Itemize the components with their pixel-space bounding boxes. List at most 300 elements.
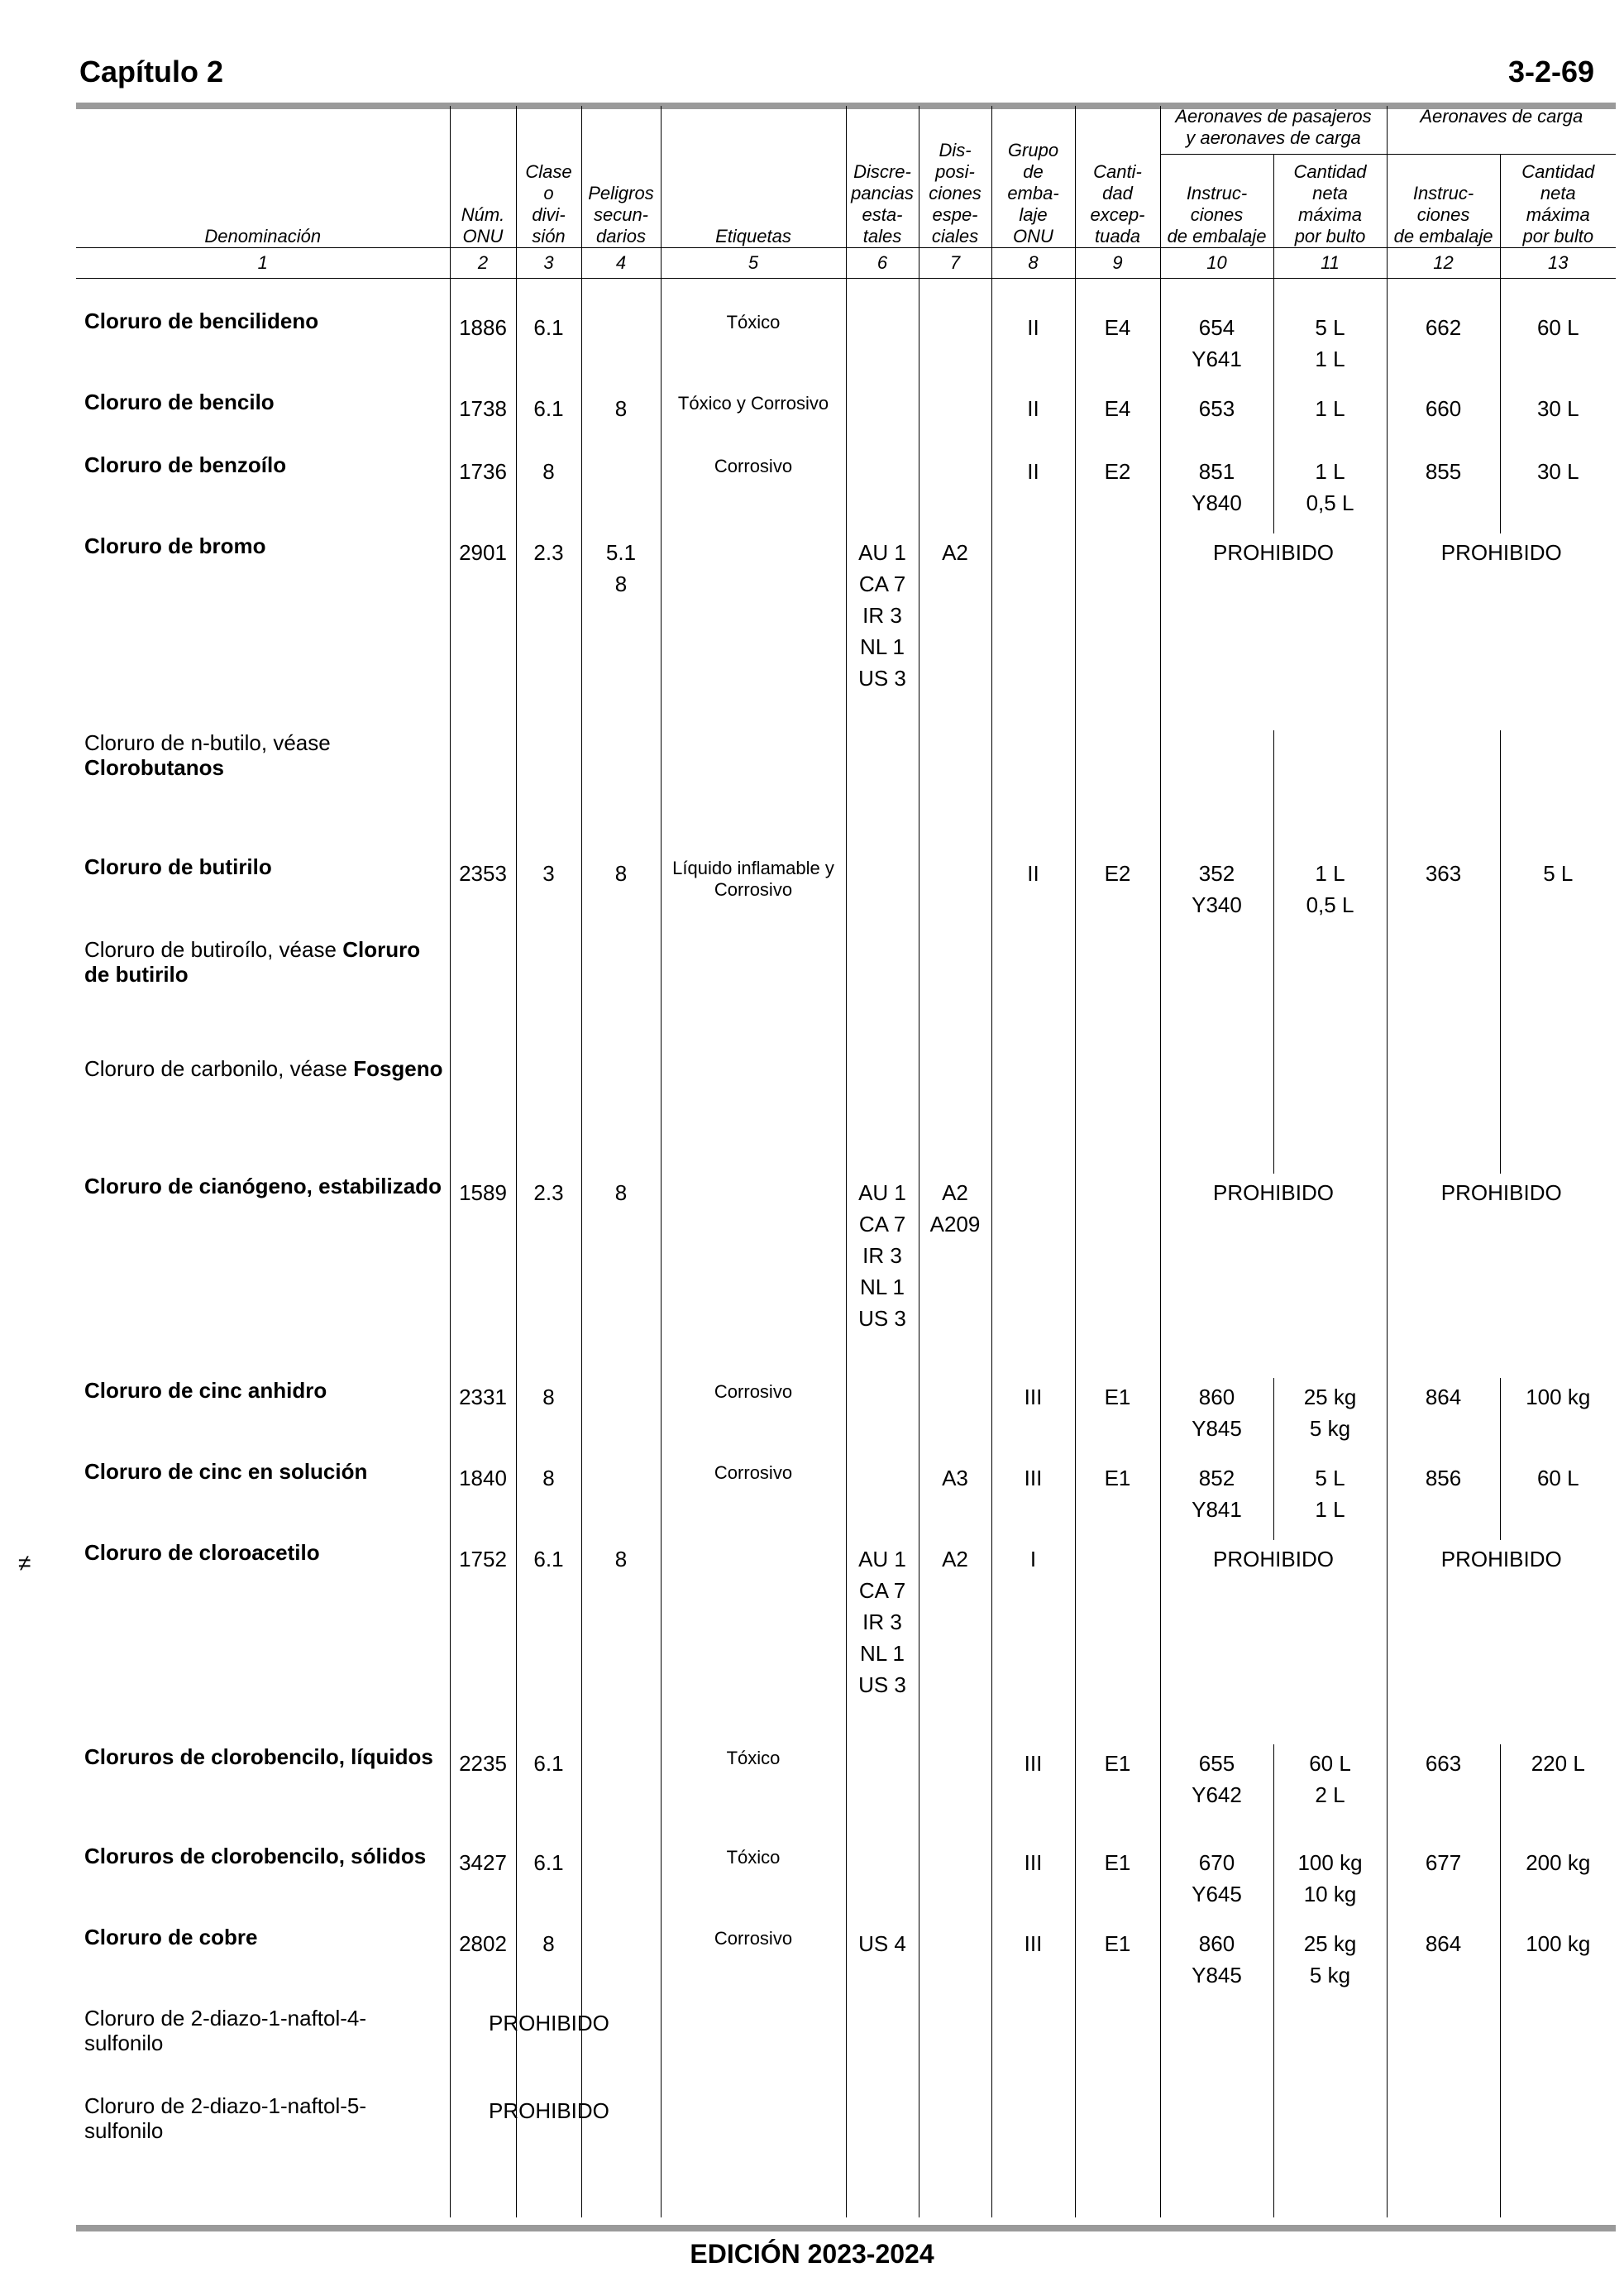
onu-cell: 2235 <box>450 1744 516 1844</box>
excepted-qty-cell: E1 <box>1075 1925 1160 2006</box>
col-discrepancias: Discre- pancias esta- tales <box>846 106 919 248</box>
col-number: 2 <box>450 248 516 279</box>
cargo-instructions-cell <box>1387 390 1500 452</box>
cargo-qty-cell <box>1500 1459 1616 1540</box>
cell-line: 200 kg <box>1526 1849 1591 1875</box>
excepted-qty-cell <box>1075 533 1160 730</box>
cell-line: 100 kg <box>1526 1930 1591 1956</box>
cell-line: Y845 <box>1192 1962 1242 1987</box>
labels-cell <box>661 1744 846 1844</box>
filler-cell <box>846 2184 919 2217</box>
clase-cell: 2.3 <box>516 1174 581 1378</box>
pax-instructions-cell <box>1160 1844 1273 1925</box>
denomination-cell <box>76 1540 450 1744</box>
table-row <box>76 1459 1616 1540</box>
excepted-qty-cell: E2 <box>1075 452 1160 533</box>
labels-cell <box>661 937 846 1056</box>
pax-prohibited-cell <box>1160 1540 1387 1744</box>
cargo-instructions-cell <box>1387 1378 1500 1459</box>
labels-cell <box>661 730 846 854</box>
special-provisions-cell <box>919 1056 991 1174</box>
labels-cell <box>661 533 846 730</box>
pax-instructions-cell <box>1160 937 1273 1056</box>
labels-cell <box>661 1925 846 2006</box>
filler-cell <box>450 2184 516 2217</box>
cargo-qty-cell <box>1500 730 1616 854</box>
secondary-cell <box>581 1378 661 1459</box>
cell-line: 5 L <box>1315 1465 1345 1490</box>
denomination-name: Cloruros de clorobencilo, líquidos <box>84 1744 433 1769</box>
pax-instructions-cell <box>1160 2006 1273 2093</box>
secondary-cell <box>581 452 661 533</box>
excepted-qty-cell <box>1075 1174 1160 1378</box>
packing-group-cell: II <box>991 390 1075 452</box>
cell-line: 8 <box>614 571 628 596</box>
special-provisions-cell <box>919 937 991 1056</box>
onu-cell: 2802 <box>450 1925 516 2006</box>
table-spacer-row <box>76 279 1616 309</box>
clase-cell: 6.1 <box>516 309 581 390</box>
cell-line: 654 <box>1198 314 1235 340</box>
cell-line: 663 <box>1425 1750 1462 1776</box>
excepted-qty-cell: E1 <box>1075 1459 1160 1540</box>
spacer-cell <box>581 279 661 309</box>
cargo-instructions-cell <box>1387 937 1500 1056</box>
cell-line: 5.1 <box>605 539 637 565</box>
col-peligros: Peligros secun- darios <box>581 106 661 248</box>
table-row <box>76 2006 1616 2093</box>
discrepancies-cell <box>846 390 919 452</box>
group-carga: Aeronaves de carga <box>1387 106 1616 155</box>
cargo-qty-cell <box>1500 2006 1616 2093</box>
denomination-name: Cloruro de cobre <box>84 1924 258 1949</box>
denomination-name: Cloruro de cinc en solución <box>84 1458 368 1484</box>
pax-qty-cell <box>1273 937 1387 1056</box>
special-provisions-cell <box>919 452 991 533</box>
col-instrucciones-1: Instruc- ciones de embalaje <box>1160 155 1273 248</box>
cell-line: 10 kg <box>1303 1881 1357 1906</box>
cell-line: 1 L <box>1315 860 1345 886</box>
cell-line: CA 7 <box>858 571 906 596</box>
packing-group-cell <box>991 2093 1075 2184</box>
denomination-cell <box>76 1378 450 1459</box>
packing-group-cell <box>991 2006 1075 2093</box>
denomination-name: Cloruro de carbonilo, véase <box>84 1055 347 1081</box>
denomination-name: Cloruros de clorobencilo, sólidos <box>84 1843 427 1868</box>
pax-qty-cell <box>1273 1744 1387 1844</box>
packing-group-cell: II <box>991 452 1075 533</box>
spacer-cell <box>661 279 846 309</box>
cell-line: Y340 <box>1192 892 1242 917</box>
cell-line: IR 3 <box>862 602 902 628</box>
cargo-qty-cell <box>1500 854 1616 937</box>
col-clase: Clase o divi- sión <box>516 106 581 248</box>
label-text: Corrosivo <box>714 1380 793 1402</box>
labels-cell <box>661 2093 846 2184</box>
denomination-name: Cloruro de 2-diazo-1-naftol-4-sulfonilo <box>84 2005 367 2055</box>
cell-line: 662 <box>1425 314 1462 340</box>
cell-line: 670 <box>1198 1849 1235 1875</box>
denomination-cell <box>76 1744 450 1844</box>
cell-line: 655 <box>1198 1750 1235 1776</box>
col-cantidad-neta-1: Cantidad neta máxima por bulto <box>1273 155 1387 248</box>
cell-line: Y845 <box>1192 1415 1242 1441</box>
special-provisions-cell <box>919 730 991 854</box>
packing-group-cell <box>991 937 1075 1056</box>
denomination-cell <box>76 1844 450 1925</box>
cell-line: AU 1 <box>858 539 906 565</box>
label-text: Tóxico <box>726 311 781 332</box>
table-row <box>76 1174 1616 1378</box>
cargo-prohibited-cell <box>1387 1174 1616 1378</box>
table-row <box>76 1056 1616 1174</box>
special-provisions-cell <box>919 1378 991 1459</box>
onu-cell <box>450 2006 609 2093</box>
cell-line: 677 <box>1425 1849 1462 1875</box>
spacer-cell <box>1160 279 1273 309</box>
col-number: 12 <box>1387 248 1500 279</box>
clase-cell <box>516 937 581 1056</box>
cargo-instructions-cell <box>1387 1459 1500 1540</box>
cell-line: NL 1 <box>860 634 905 659</box>
cell-line: 25 kg <box>1303 1384 1357 1409</box>
labels-cell <box>661 452 846 533</box>
filler-cell <box>516 2184 581 2217</box>
excepted-qty-cell: E1 <box>1075 1378 1160 1459</box>
special-provisions-cell <box>919 533 991 730</box>
label-text: Tóxico <box>726 1846 781 1868</box>
denomination-name: Cloruro de bromo <box>84 533 266 558</box>
prohibited-label: PROHIBIDO <box>1213 1179 1334 1205</box>
cell-line: CA 7 <box>858 1577 906 1603</box>
col-number: 3 <box>516 248 581 279</box>
denomination-name: Cloruro de cianógeno, estabilizado <box>84 1173 442 1198</box>
labels-cell <box>661 854 846 937</box>
cargo-qty-cell <box>1500 1378 1616 1459</box>
cell-line: AU 1 <box>858 1546 906 1571</box>
table-row <box>76 1844 1616 1925</box>
pax-qty-cell <box>1273 2006 1387 2093</box>
pax-qty-cell <box>1273 1459 1387 1540</box>
table-row <box>76 390 1616 452</box>
cell-line: 0,5 L <box>1306 490 1354 515</box>
discrepancies-cell <box>846 452 919 533</box>
packing-group-cell: II <box>991 309 1075 390</box>
labels-cell <box>661 309 846 390</box>
secondary-cell <box>581 1744 661 1844</box>
denomination-name: Cloruro de n-butilo, véase <box>84 729 331 755</box>
cell-line: Y841 <box>1192 1496 1242 1522</box>
labels-cell <box>661 1459 846 1540</box>
discrepancies-cell <box>846 1540 919 1744</box>
label-text: Tóxico y Corrosivo <box>677 392 829 414</box>
cell-line: A2 <box>942 539 968 565</box>
cargo-qty-cell <box>1500 1744 1616 1844</box>
cell-line: 0,5 L <box>1306 892 1354 917</box>
cargo-instructions-cell <box>1387 730 1500 854</box>
pax-qty-cell <box>1273 1925 1387 2006</box>
onu-cell: 1738 <box>450 390 516 452</box>
onu-cell <box>450 937 516 1056</box>
filler-cell <box>661 2184 846 2217</box>
col-number: 1 <box>76 248 450 279</box>
cell-line: 30 L <box>1536 458 1579 484</box>
onu-cell: 1840 <box>450 1459 516 1540</box>
page-number: 3-2-69 <box>1507 55 1594 88</box>
spacer-cell <box>76 279 450 309</box>
cell-line: 860 <box>1198 1384 1235 1409</box>
cross-reference: Fosgeno <box>353 1055 443 1081</box>
col-number: 9 <box>1075 248 1160 279</box>
filler-cell <box>1273 2184 1387 2217</box>
denomination-name: Cloruro de cloroacetilo <box>84 1539 320 1565</box>
labels-cell <box>661 1174 846 1378</box>
cell-line: A2 <box>942 1546 968 1571</box>
discrepancies-cell <box>846 309 919 390</box>
discrepancies-cell <box>846 937 919 1056</box>
onu-cell: 1752 <box>450 1540 516 1744</box>
cargo-qty-cell <box>1500 309 1616 390</box>
pax-qty-cell <box>1273 730 1387 854</box>
excepted-qty-cell: E4 <box>1075 390 1160 452</box>
excepted-qty-cell: E4 <box>1075 309 1160 390</box>
secondary-cell <box>581 533 661 730</box>
packing-group-cell <box>991 1174 1075 1378</box>
spacer-cell <box>1273 279 1387 309</box>
discrepancies-cell <box>846 1378 919 1459</box>
cell-line: 60 L <box>1536 314 1579 340</box>
filler-cell <box>919 2184 991 2217</box>
filler-cell <box>581 2184 661 2217</box>
denomination-cell <box>76 1925 450 2006</box>
denomination-name: Cloruro de 2-diazo-1-naftol-5-sulfonilo <box>84 2093 367 2143</box>
cell-line: 860 <box>1198 1930 1235 1956</box>
cell-line: 864 <box>1425 1384 1462 1409</box>
col-number: 4 <box>581 248 661 279</box>
discrepancies-cell <box>846 1744 919 1844</box>
packing-group-cell: III <box>991 1925 1075 2006</box>
pax-instructions-cell <box>1160 1925 1273 2006</box>
secondary-cell <box>581 1459 661 1540</box>
packing-group-cell <box>991 533 1075 730</box>
cargo-qty-cell <box>1500 1844 1616 1925</box>
table-row <box>76 452 1616 533</box>
excepted-qty-cell <box>1075 2093 1160 2184</box>
cross-reference: Cloruro de butirilo <box>84 936 421 987</box>
pax-qty-cell <box>1273 1378 1387 1459</box>
denomination-cell <box>76 390 450 452</box>
cell-line: Y645 <box>1192 1881 1242 1906</box>
cargo-prohibited-cell <box>1387 1540 1616 1744</box>
cell-line: 100 kg <box>1526 1384 1591 1409</box>
excepted-qty-cell <box>1075 2006 1160 2093</box>
labels-cell <box>661 1844 846 1925</box>
special-provisions-cell <box>919 1459 991 1540</box>
prohibited-label: PROHIBIDO <box>1440 539 1562 565</box>
clase-cell: 3 <box>516 854 581 937</box>
cell-line: 864 <box>1425 1930 1462 1956</box>
denomination-cell <box>76 533 450 730</box>
cell-line: 352 <box>1198 860 1235 886</box>
special-provisions-cell <box>919 1174 991 1378</box>
clase-cell: 8 <box>516 1378 581 1459</box>
table-row <box>76 2093 1616 2184</box>
cell-line: 8 <box>614 1179 628 1205</box>
excepted-qty-cell: E1 <box>1075 1844 1160 1925</box>
cargo-instructions-cell <box>1387 1056 1500 1174</box>
spacer-cell <box>1075 279 1160 309</box>
cell-line: 2 L <box>1315 1782 1345 1807</box>
pax-instructions-cell <box>1160 2093 1273 2184</box>
pax-instructions-cell <box>1160 309 1273 390</box>
denomination-cell <box>76 730 450 854</box>
pax-qty-cell <box>1273 2093 1387 2184</box>
spacer-cell <box>846 279 919 309</box>
pax-qty-cell <box>1273 309 1387 390</box>
cell-line: 30 L <box>1536 395 1579 421</box>
denomination-cell <box>76 452 450 533</box>
cell-line: Y641 <box>1192 346 1242 371</box>
pax-instructions-cell <box>1160 730 1273 854</box>
pax-prohibited-cell <box>1160 533 1387 730</box>
prohibited-label: PROHIBIDO <box>489 2010 609 2035</box>
cell-line: AU 1 <box>858 1179 906 1205</box>
denomination-cell <box>76 309 450 390</box>
excepted-qty-cell <box>1075 1056 1160 1174</box>
spacer-cell <box>991 279 1075 309</box>
cell-line: 8 <box>614 395 628 421</box>
table-row <box>76 937 1616 1056</box>
cell-line: 60 L <box>1309 1750 1351 1776</box>
packing-group-cell: I <box>991 1540 1075 1744</box>
cell-line: 1 L <box>1315 458 1345 484</box>
label-text: Corrosivo <box>714 1927 793 1949</box>
cargo-instructions-cell <box>1387 854 1500 937</box>
dangerous-goods-table <box>76 106 1616 2217</box>
pax-prohibited-cell <box>1160 1174 1387 1378</box>
cell-line: 855 <box>1425 458 1462 484</box>
cell-line: 1 L <box>1315 395 1345 421</box>
cell-line: US 3 <box>858 1672 906 1697</box>
table-row <box>76 309 1616 390</box>
secondary-cell <box>581 854 661 937</box>
cargo-qty-cell <box>1500 390 1616 452</box>
excepted-qty-cell <box>1075 1540 1160 1744</box>
denomination-name: Cloruro de bencilideno <box>84 308 319 333</box>
special-provisions-cell <box>919 309 991 390</box>
secondary-cell <box>581 937 661 1056</box>
label-text: Corrosivo <box>714 1461 793 1483</box>
col-num-onu: Núm. ONU <box>450 106 516 248</box>
cell-line: 100 kg <box>1297 1849 1363 1875</box>
label-text: Tóxico <box>726 1747 781 1768</box>
clase-cell: 6.1 <box>516 1744 581 1844</box>
cell-line: Y840 <box>1192 490 1242 515</box>
cell-line: 1 L <box>1315 1496 1345 1522</box>
cell-line: NL 1 <box>860 1274 905 1299</box>
secondary-cell <box>581 309 661 390</box>
table-row <box>76 1540 1616 1744</box>
denomination-name: Cloruro de butirilo <box>84 854 272 879</box>
col-etiquetas: Etiquetas <box>661 106 846 248</box>
discrepancies-cell <box>846 533 919 730</box>
col-cantidad-exceptuada: Canti- dad excep- tuada <box>1075 106 1160 248</box>
denomination-cell <box>76 937 450 1056</box>
table-row <box>76 533 1616 730</box>
onu-cell: 3427 <box>450 1844 516 1925</box>
cell-line: 25 kg <box>1303 1930 1357 1956</box>
denomination-cell <box>76 854 450 937</box>
cell-line: 5 L <box>1543 860 1574 886</box>
packing-group-cell: II <box>991 854 1075 937</box>
chapter-title: Capítulo 2 <box>79 55 224 88</box>
onu-cell: 2331 <box>450 1378 516 1459</box>
clase-cell: 6.1 <box>516 390 581 452</box>
denomination-name: Cloruro de bencilo <box>84 389 275 414</box>
cell-line: 852 <box>1198 1465 1235 1490</box>
cargo-instructions-cell <box>1387 309 1500 390</box>
change-mark: ≠ <box>18 1550 31 1576</box>
cargo-qty-cell <box>1500 1925 1616 2006</box>
pax-qty-cell <box>1273 854 1387 937</box>
secondary-cell <box>581 1174 661 1378</box>
spacer-cell <box>516 279 581 309</box>
cell-line: 1 L <box>1315 346 1345 371</box>
onu-cell <box>450 2093 609 2184</box>
filler-cell <box>76 2184 450 2217</box>
col-number: 6 <box>846 248 919 279</box>
cell-line: 60 L <box>1536 1465 1579 1490</box>
clase-cell: 8 <box>516 1459 581 1540</box>
secondary-cell <box>581 730 661 854</box>
packing-group-cell: III <box>991 1459 1075 1540</box>
cell-line: US 3 <box>858 1305 906 1331</box>
special-provisions-cell <box>919 2006 991 2093</box>
special-provisions-cell <box>919 2093 991 2184</box>
onu-cell <box>450 730 516 854</box>
prohibited-label: PROHIBIDO <box>1213 1546 1334 1571</box>
clase-cell: 8 <box>516 1925 581 2006</box>
cargo-instructions-cell <box>1387 2006 1500 2093</box>
discrepancies-cell <box>846 1925 919 2006</box>
filler-cell <box>991 2184 1075 2217</box>
spacer-cell <box>1387 279 1500 309</box>
pax-instructions-cell <box>1160 1056 1273 1174</box>
cargo-qty-cell <box>1500 2093 1616 2184</box>
cell-line: IR 3 <box>862 1609 902 1634</box>
denomination-cell <box>76 1459 450 1540</box>
cell-line: 5 kg <box>1309 1415 1351 1441</box>
cargo-qty-cell <box>1500 1056 1616 1174</box>
secondary-cell <box>581 1844 661 1925</box>
discrepancies-cell <box>846 730 919 854</box>
pax-instructions-cell <box>1160 390 1273 452</box>
secondary-cell <box>581 1540 661 1744</box>
table-row <box>76 730 1616 854</box>
prohibited-label: PROHIBIDO <box>1213 539 1334 565</box>
packing-group-cell: III <box>991 1844 1075 1925</box>
discrepancies-cell <box>846 2006 919 2093</box>
onu-cell: 1589 <box>450 1174 516 1378</box>
clase-cell: 8 <box>516 452 581 533</box>
onu-cell: 2353 <box>450 854 516 937</box>
cell-line: 851 <box>1198 458 1235 484</box>
denomination-name: Cloruro de benzoílo <box>84 452 287 477</box>
spacer-cell <box>1500 279 1616 309</box>
col-instrucciones-2: Instruc- ciones de embalaje <box>1387 155 1500 248</box>
table-row <box>76 854 1616 937</box>
pax-instructions-cell <box>1160 1744 1273 1844</box>
